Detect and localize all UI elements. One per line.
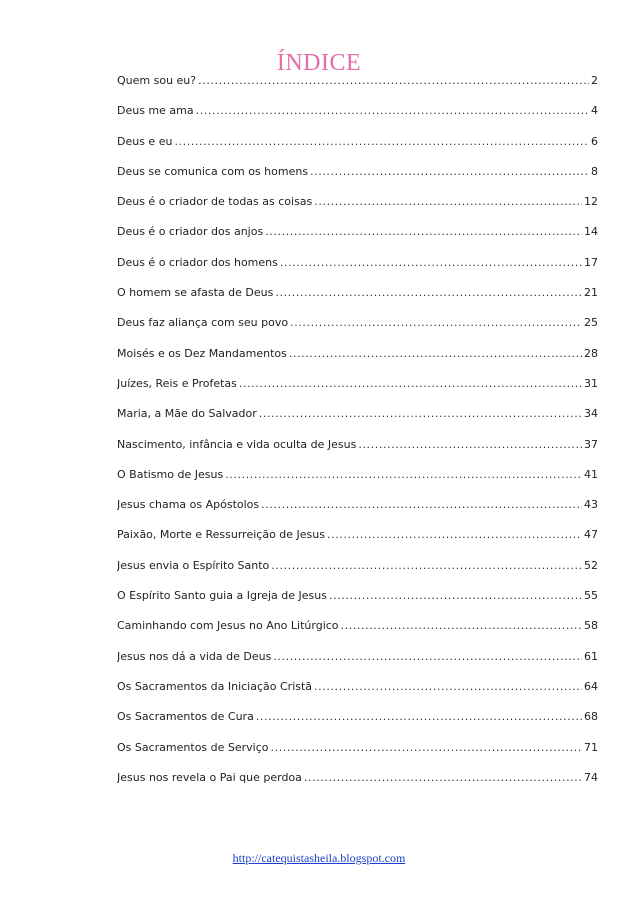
- toc-entry[interactable]: [117, 559, 598, 589]
- toc-entry-page-number: 52: [584, 558, 598, 572]
- toc-entry[interactable]: [117, 498, 598, 528]
- toc-entry-label: Deus faz aliança com seu povo: [117, 316, 289, 330]
- toc-entry[interactable]: [117, 468, 598, 498]
- toc-dot-leader: [289, 347, 582, 360]
- toc-entry[interactable]: [117, 650, 598, 680]
- footer: [0, 851, 638, 866]
- toc-entry-label: Deus é o criador de todas as coisas: [117, 195, 313, 209]
- toc-entry-label: O Batismo de Jesus: [117, 467, 224, 481]
- toc-dot-leader: [275, 286, 582, 299]
- toc-dot-leader: [273, 650, 582, 663]
- toc-dot-leader: [174, 135, 589, 148]
- toc-entry-page-number: 58: [584, 619, 598, 633]
- toc-dot-leader: [265, 225, 582, 238]
- toc-entry-label: Deus e eu: [117, 134, 173, 148]
- toc-entry-page-number: 43: [584, 498, 598, 512]
- toc-entry-label: Os Sacramentos de Cura: [117, 710, 254, 724]
- toc-entry-label: Jesus chama os Apóstolos: [117, 498, 260, 512]
- toc-entry[interactable]: [117, 225, 598, 255]
- toc-dot-leader: [271, 559, 582, 572]
- toc-dot-leader: [256, 710, 582, 723]
- toc-entry-page-number: 34: [584, 407, 598, 421]
- toc-entry-page-number: 74: [584, 770, 598, 784]
- toc-entry-page-number: 71: [584, 740, 598, 754]
- toc-entry[interactable]: [117, 135, 598, 165]
- toc-entry-page-number: 21: [584, 286, 598, 300]
- toc-entry-label: Deus me ama: [117, 104, 194, 118]
- toc-dot-leader: [310, 165, 589, 178]
- toc-dot-leader: [271, 741, 582, 754]
- toc-entry[interactable]: [117, 528, 598, 558]
- toc-entry-page-number: 68: [584, 710, 598, 724]
- toc-entry-label: O Espírito Santo guia a Igreja de Jesus: [117, 589, 327, 603]
- toc-dot-leader: [225, 468, 582, 481]
- toc-entry-page-number: 4: [591, 104, 598, 118]
- toc-entry-page-number: 47: [584, 528, 598, 542]
- toc-entry-label: Moisés e os Dez Mandamentos: [117, 346, 287, 360]
- toc-entry-page-number: 37: [584, 437, 598, 451]
- toc-entry-page-number: 25: [584, 316, 598, 330]
- toc-entry[interactable]: [117, 589, 598, 619]
- toc-entry-label: Quem sou eu?: [117, 74, 197, 87]
- toc-entry[interactable]: [117, 165, 598, 195]
- toc-dot-leader: [198, 74, 589, 87]
- toc-entry[interactable]: [117, 256, 598, 286]
- toc-entry[interactable]: [117, 74, 598, 104]
- toc-dot-leader: [327, 528, 582, 541]
- toc-dot-leader: [358, 438, 582, 451]
- toc-entry-page-number: 31: [584, 376, 598, 390]
- toc-entry-page-number: 61: [584, 649, 598, 663]
- toc-entry-label: Paixão, Morte e Ressurreição de Jesus: [117, 528, 325, 542]
- toc-entry[interactable]: [117, 438, 598, 468]
- toc-entry-label: Juízes, Reis e Profetas: [117, 376, 237, 390]
- toc-entry-page-number: 12: [584, 195, 598, 209]
- toc-entry-label: O homem se afasta de Deus: [117, 286, 274, 300]
- toc-entry-label: Jesus nos revela o Pai que perdoa: [117, 770, 302, 784]
- toc-dot-leader: [314, 680, 582, 693]
- toc-entry[interactable]: [117, 619, 598, 649]
- toc-entry-page-number: 6: [591, 134, 598, 148]
- toc-dot-leader: [259, 407, 582, 420]
- toc-dot-leader: [239, 377, 582, 390]
- toc-entry-label: Os Sacramentos da Iniciação Cristã: [117, 679, 313, 693]
- toc-entry-label: Maria, a Mãe do Salvador: [117, 407, 257, 421]
- toc-dot-leader: [314, 195, 582, 208]
- toc-entry[interactable]: [117, 347, 598, 377]
- toc-entry[interactable]: [117, 771, 598, 801]
- toc-dot-leader: [280, 256, 582, 269]
- toc-entry[interactable]: [117, 741, 598, 771]
- toc-dot-leader: [341, 619, 582, 632]
- toc-entry-label: Deus se comunica com os homens: [117, 164, 309, 178]
- toc-entry[interactable]: [117, 680, 598, 710]
- toc-entry[interactable]: [117, 407, 598, 437]
- toc-entry[interactable]: [117, 710, 598, 740]
- toc-entry[interactable]: [117, 286, 598, 316]
- toc-dot-leader: [329, 589, 582, 602]
- toc-entry-label: Deus é o criador dos anjos: [117, 225, 264, 239]
- toc-entry-page-number: 64: [584, 679, 598, 693]
- toc-dot-leader: [290, 316, 582, 329]
- toc-entry-label: Deus é o criador dos homens: [117, 255, 278, 269]
- toc-entry-label: Nascimento, infância e vida oculta de Jesus: [117, 437, 357, 451]
- toc-entry[interactable]: [117, 195, 598, 225]
- table-of-contents: [117, 74, 598, 801]
- toc-entry-page-number: 41: [584, 467, 598, 481]
- toc-dot-leader: [196, 104, 589, 117]
- toc-entry-label: Jesus nos dá a vida de Deus: [117, 649, 272, 663]
- toc-entry-page-number: 55: [584, 589, 598, 603]
- toc-entry[interactable]: [117, 377, 598, 407]
- toc-entry-page-number: 8: [591, 164, 598, 178]
- footer-link[interactable]: http://catequistasheila.blogspot.com: [232, 851, 406, 865]
- toc-dot-leader: [261, 498, 582, 511]
- page-title: ÍNDICE: [276, 50, 362, 76]
- toc-entry-label: Os Sacramentos de Serviço: [117, 740, 269, 754]
- toc-dot-leader: [304, 771, 582, 784]
- toc-entry[interactable]: [117, 104, 598, 134]
- toc-entry-label: Jesus envia o Espírito Santo: [117, 558, 270, 572]
- toc-entry-label: Caminhando com Jesus no Ano Litúrgico: [117, 619, 339, 633]
- toc-entry-page-number: 17: [584, 255, 598, 269]
- toc-entry[interactable]: [117, 316, 598, 346]
- toc-entry-page-number: 28: [584, 346, 598, 360]
- toc-entry-page-number: 2: [591, 74, 598, 87]
- toc-entry-page-number: 14: [584, 225, 598, 239]
